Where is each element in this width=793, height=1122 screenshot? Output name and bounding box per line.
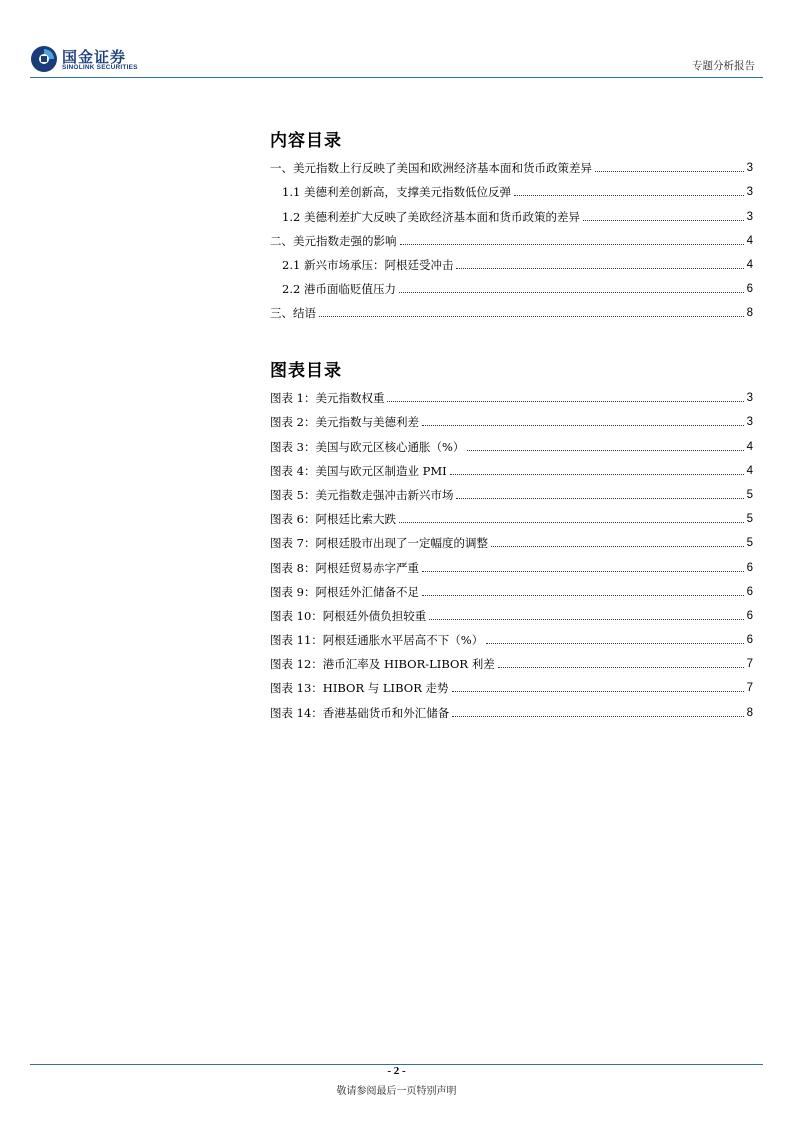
dot-leader <box>422 594 744 596</box>
toc-entry-label: 2.1 新兴市场承压：阿根廷受冲击 <box>282 257 454 272</box>
figure-entry-page: 6 <box>746 585 753 598</box>
figure-entry[interactable] <box>270 672 753 696</box>
toc-entry[interactable] <box>270 176 753 200</box>
toc-entry[interactable] <box>270 297 753 321</box>
dot-leader <box>486 642 743 644</box>
toc-entry[interactable] <box>270 225 753 249</box>
dot-leader <box>595 170 744 172</box>
figure-entry-label: 图表 7：阿根廷股市出现了一定幅度的调整 <box>270 536 488 551</box>
figure-entry-label: 图表 6：阿根廷比索大跌 <box>270 512 396 527</box>
sinolink-logo-icon <box>30 45 58 73</box>
figure-entry[interactable] <box>270 551 753 575</box>
figure-entry[interactable] <box>270 576 753 600</box>
dot-leader <box>429 618 743 620</box>
figure-entry[interactable] <box>270 527 753 551</box>
toc-entry[interactable] <box>270 273 753 297</box>
dot-leader <box>399 521 744 523</box>
dot-leader <box>583 219 744 221</box>
toc-entry-page: 3 <box>746 186 753 199</box>
dot-leader <box>452 715 743 717</box>
header-divider <box>30 77 763 78</box>
toc-entry-label: 1.1 美德利差创新高，支撑美元指数低位反弹 <box>282 185 511 200</box>
dot-leader <box>399 291 744 293</box>
figure-entry[interactable] <box>270 455 753 479</box>
toc-entry-page: 6 <box>746 283 753 296</box>
figure-entry-label: 图表 13：HIBOR 与 LIBOR 走势 <box>270 681 449 696</box>
dot-leader <box>422 570 744 572</box>
toc-entry-page: 4 <box>746 234 753 247</box>
toc-entry-label: 二、美元指数走强的影响 <box>270 233 397 248</box>
report-type: 专题分析报告 <box>692 60 755 72</box>
toc-entry[interactable] <box>270 200 753 224</box>
dot-leader <box>450 473 744 475</box>
toc-entry-page: 3 <box>746 210 753 223</box>
figure-entry-page: 6 <box>746 634 753 647</box>
figures-title: 图表目录 <box>270 361 342 381</box>
figure-entry-label: 图表 14：香港基础货币和外汇储备 <box>270 705 450 720</box>
dot-leader <box>498 666 744 668</box>
logo-english-name: SINOLINK SECURITIES <box>62 64 138 71</box>
figure-entry[interactable] <box>270 600 753 624</box>
figure-entry-label: 图表 12：港币汇率及 HIBOR-LIBOR 利差 <box>270 657 495 672</box>
figure-entry[interactable] <box>270 382 753 406</box>
logo-chinese-name: 国金证券 <box>62 48 127 66</box>
figure-entry[interactable] <box>270 430 753 454</box>
figure-entry-page: 5 <box>746 513 753 526</box>
figure-entry[interactable] <box>270 624 753 648</box>
figure-entry[interactable] <box>270 406 753 430</box>
figure-entry-label: 图表 2：美元指数与美德利差 <box>270 415 419 430</box>
dot-leader <box>456 267 743 269</box>
toc-entry-label: 一、美元指数上行反映了美国和欧洲经济基本面和货币政策差异 <box>270 161 592 176</box>
page-number: - 2 - <box>387 1065 406 1077</box>
figure-entry-page: 5 <box>746 488 753 501</box>
figure-entry-label: 图表 4：美国与欧元区制造业 PMI <box>270 463 447 478</box>
dot-leader <box>467 449 743 451</box>
figure-entry-label: 图表 10：阿根廷外债负担较重 <box>270 608 427 623</box>
figure-entry-page: 8 <box>746 706 753 719</box>
page-header <box>30 44 763 78</box>
toc-entry[interactable] <box>270 249 753 273</box>
toc-entry-label: 1.2 美德利差扩大反映了美欧经济基本面和货币政策的差异 <box>282 209 580 224</box>
toc-entry-label: 2.2 港币面临贬值压力 <box>282 282 396 297</box>
figure-entry-page: 7 <box>746 658 753 671</box>
figure-entry-label: 图表 11：阿根廷通胀水平居高不下（%） <box>270 633 484 648</box>
figure-entry-label: 图表 9：阿根廷外汇储备不足 <box>270 584 419 599</box>
contents-title: 内容目录 <box>270 131 342 151</box>
dot-leader <box>422 424 744 426</box>
toc-entry-label: 三、结语 <box>270 306 316 321</box>
toc-entry-page: 4 <box>746 258 753 271</box>
figure-entry-page: 5 <box>746 537 753 550</box>
figure-entry-label: 图表 8：阿根廷贸易赤字严重 <box>270 560 419 575</box>
dot-leader <box>387 400 743 402</box>
figure-entry[interactable] <box>270 648 753 672</box>
dot-leader <box>452 690 744 692</box>
dot-leader <box>514 194 744 196</box>
dot-leader <box>491 545 744 547</box>
toc-entry[interactable] <box>270 152 753 176</box>
disclaimer-note: 敬请参阅最后一页特别声明 <box>336 1086 457 1097</box>
figure-entry-page: 3 <box>746 416 753 429</box>
figure-entry-page: 7 <box>746 682 753 695</box>
figure-entry-label: 图表 5：美元指数走强冲击新兴市场 <box>270 487 454 502</box>
figures-list <box>270 382 753 721</box>
figure-entry-page: 6 <box>746 609 753 622</box>
dot-leader <box>319 315 744 317</box>
toc-entry-page: 3 <box>746 162 753 175</box>
dot-leader <box>456 497 743 499</box>
figure-entry-page: 3 <box>746 392 753 405</box>
figure-entry[interactable] <box>270 503 753 527</box>
figure-entry-page: 6 <box>746 561 753 574</box>
figure-entry[interactable] <box>270 479 753 503</box>
figure-entry-label: 图表 1：美元指数权重 <box>270 391 385 406</box>
contents-list <box>270 152 753 321</box>
dot-leader <box>400 243 744 245</box>
figure-entry-page: 4 <box>746 464 753 477</box>
figure-entry-page: 4 <box>746 440 753 453</box>
figure-entry-label: 图表 3：美国与欧元区核心通胀（%） <box>270 439 465 454</box>
toc-entry-page: 8 <box>746 307 753 320</box>
figure-entry[interactable] <box>270 696 753 720</box>
